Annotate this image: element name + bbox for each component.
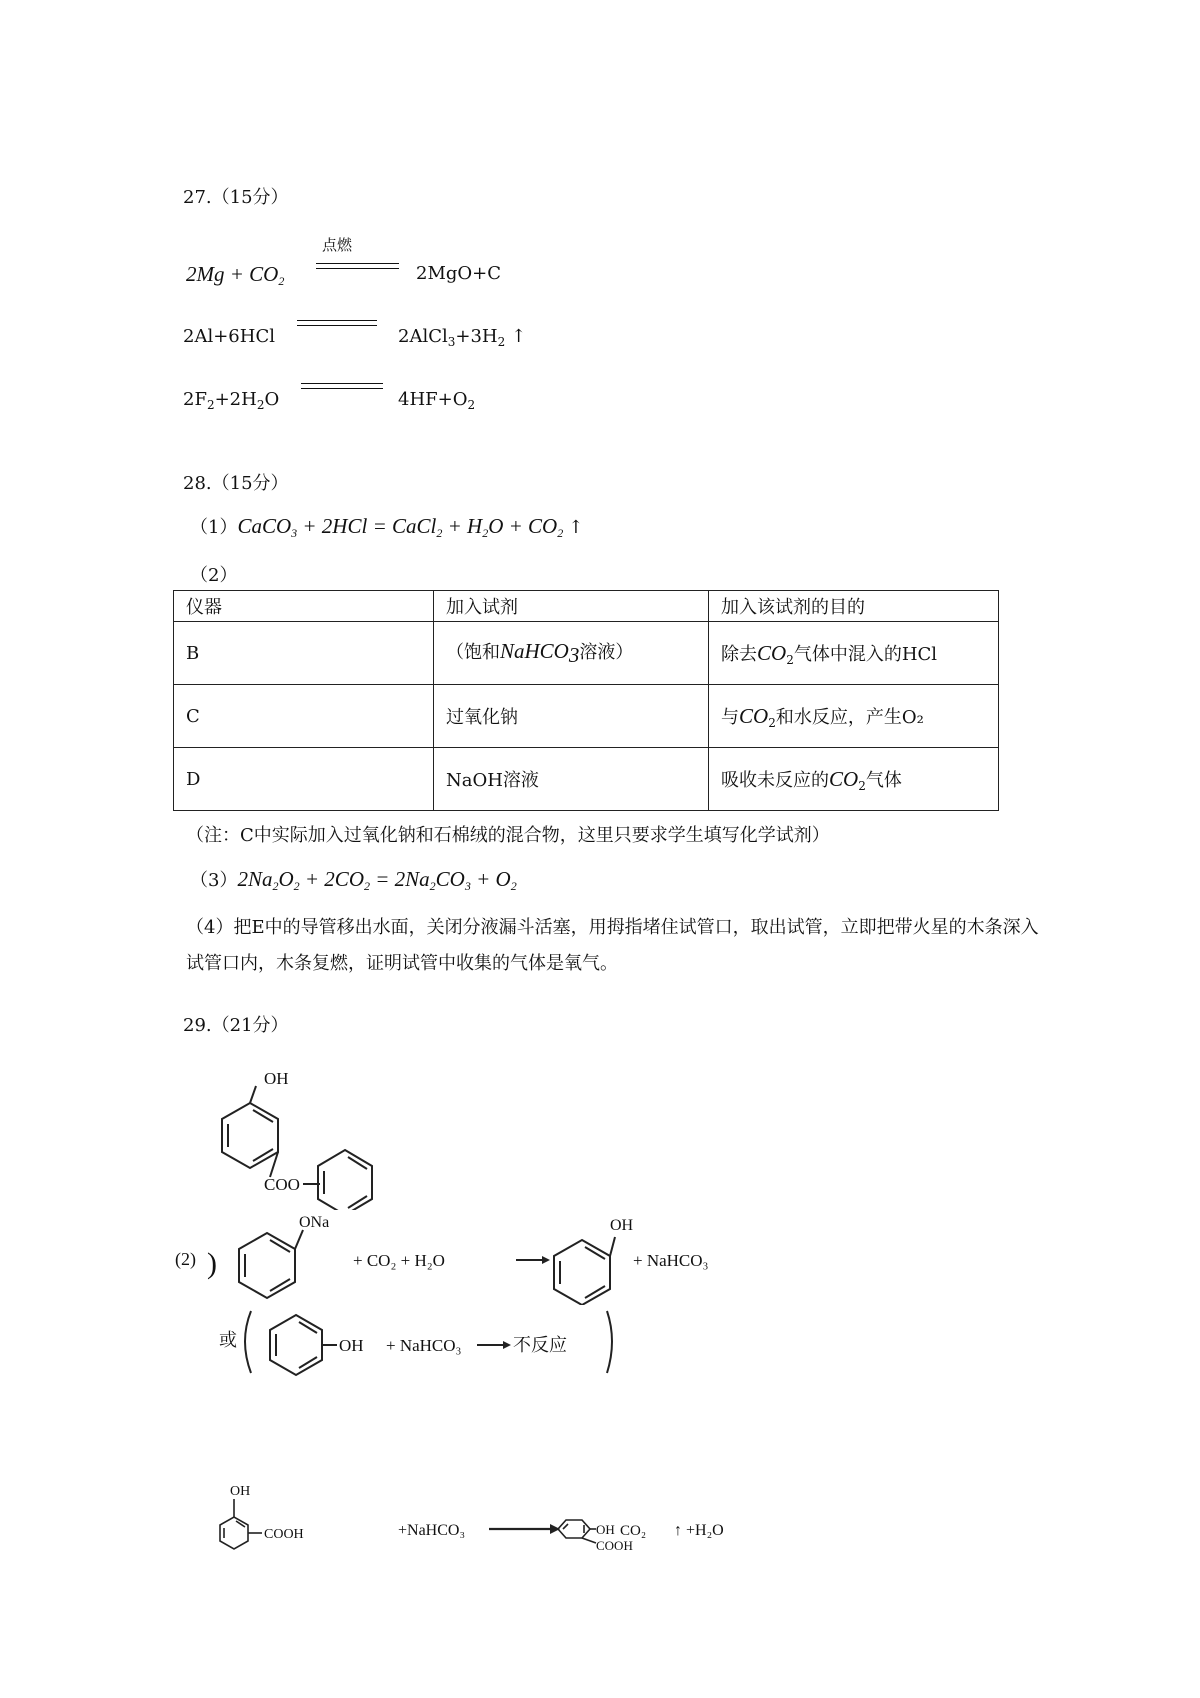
reaction-salicylic-acid: [190, 1455, 790, 1565]
arrow-head: [542, 1256, 550, 1264]
eq3-lhs: $2F_2+2H_2O$: [183, 389, 280, 412]
oh-label: OH: [339, 1336, 364, 1355]
oh-label: OH: [610, 1217, 634, 1234]
eq1-rhs: 2MgO+C: [416, 263, 502, 284]
reagent-table: [173, 590, 999, 811]
q28-part4: （4）把E中的导管移出水面，关闭分液漏斗活塞，用拇指堵住试管口，取出试管，立即把带火星的木条深入试管口内，木条复燃，证明试管中收集的气体是氧气。: [186, 917, 1039, 974]
q28-note: （注：C中实际加入过氧化钠和石棉绒的混合物，这里只要求学生填写化学试剂）: [186, 825, 830, 846]
benzene-ring: [222, 1103, 278, 1168]
eq2-lhs: 2Al+6HCl: [183, 326, 275, 347]
reaction-phenoxide: [175, 1205, 735, 1305]
open-paren: [245, 1311, 251, 1373]
q29-heading: 29.（21分）: [183, 1015, 289, 1036]
oh-label: OH: [264, 1069, 289, 1088]
eq3-equals: [301, 383, 383, 389]
header-purpose: 加入该试剂的目的: [709, 591, 999, 622]
oh-label: OH: [230, 1484, 251, 1499]
coo-label: COO: [264, 1175, 300, 1194]
eq2-equals: [297, 320, 377, 326]
cell-purpose: 与$CO_2$和水反应，产生O₂: [709, 685, 999, 748]
header-reagent: 加入试剂: [434, 591, 709, 622]
reagents: + NaHCO₃: [386, 1336, 462, 1355]
close-paren: [607, 1311, 612, 1373]
cell-reagent: 过氧化钠: [434, 685, 709, 748]
structure-phenyl-salicylate: [180, 1060, 420, 1210]
result: 不反应: [513, 1335, 567, 1355]
label-2: (2): [175, 1249, 196, 1269]
cooh-label: COOH: [264, 1527, 304, 1542]
ona-label: ONa: [299, 1214, 330, 1231]
benzene-ring: [318, 1150, 372, 1210]
cell-purpose: 除去$CO_2$气体中混入的HCl: [709, 622, 999, 685]
co2-label: CO₂: [620, 1523, 647, 1539]
benzene-ring: [554, 1240, 610, 1305]
cell-instrument: D: [174, 748, 434, 811]
eq1-equals: [316, 263, 399, 269]
product-cooh: COOH: [596, 1538, 633, 1553]
condition-label: 点燃: [322, 236, 353, 254]
oh-bond: [250, 1086, 256, 1103]
cell-purpose: 吸收未反应的$CO_2$气体: [709, 748, 999, 811]
open-paren: ): [207, 1247, 217, 1280]
eq1-lhs: $2Mg + CO_2$: [186, 262, 285, 288]
eq2-rhs: $2AlCl_3+3H_2$ ↑: [398, 326, 527, 349]
product-oh: OH: [596, 1522, 615, 1537]
q28-part1: （1）CaCO$_3$ + 2HCl = CaCl$_2$ + $H_2O + CO_2$ ↑: [190, 514, 584, 540]
reagents: + CO₂ + H₂O: [353, 1251, 445, 1270]
benzene-ring: [558, 1520, 590, 1538]
table-header-row: [174, 591, 999, 622]
q28-heading: 28.（15分）: [183, 473, 289, 494]
water-label: +H₂O: [686, 1522, 724, 1539]
q28-part3: $(3)2Na_2O_2 + 2CO_2 = 2Na_2CO_3 + O_2$: [190, 867, 517, 893]
arrow-head: [503, 1341, 511, 1349]
table-row: [174, 748, 999, 811]
benzene-ring: [239, 1233, 295, 1298]
cell-reagent: （饱和NaHCO$_3$溶液）: [434, 622, 709, 685]
table-row: [174, 622, 999, 685]
reaction-no-reaction: [215, 1305, 615, 1380]
gas-arrow: ↑: [674, 1522, 682, 1539]
or-label: 或: [219, 1330, 237, 1350]
product: + NaHCO₃: [633, 1251, 709, 1270]
table-row: [174, 685, 999, 748]
q28-part2-label: （2）: [190, 565, 238, 586]
cell-instrument: C: [174, 685, 434, 748]
benzene-ring: [270, 1315, 322, 1375]
eq3-rhs: $4HF+O_2$: [398, 389, 476, 412]
cell-reagent: NaOH溶液: [434, 748, 709, 811]
reagent: +NaHCO₃: [398, 1522, 466, 1539]
cell-instrument: B: [174, 622, 434, 685]
arrow-head: [550, 1524, 560, 1534]
header-instrument: 仪器: [174, 591, 434, 622]
q27-heading: 27.（15分）: [183, 187, 289, 208]
